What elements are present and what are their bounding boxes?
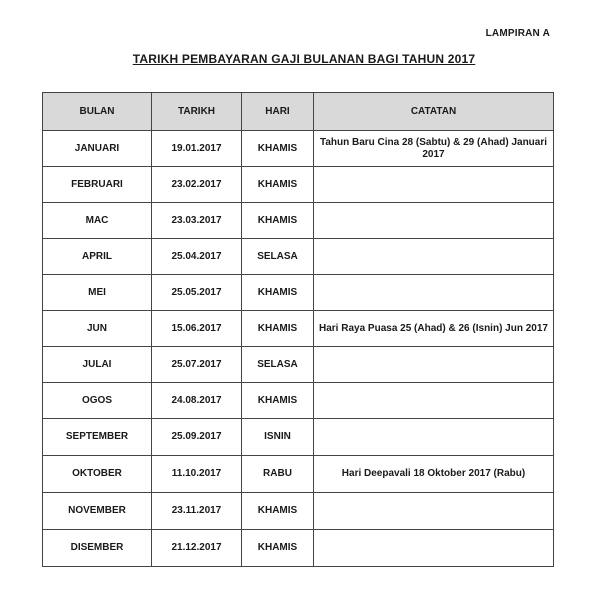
cell-hari: KHAMIS bbox=[242, 493, 314, 530]
cell-hari: KHAMIS bbox=[242, 383, 314, 419]
table-row bbox=[43, 383, 554, 419]
cell-tarikh: 15.06.2017 bbox=[152, 311, 242, 347]
table-row bbox=[43, 530, 554, 567]
cell-tarikh: 19.01.2017 bbox=[152, 131, 242, 167]
table-row bbox=[43, 203, 554, 239]
cell-tarikh: 25.09.2017 bbox=[152, 419, 242, 456]
document-title: TARIKH PEMBAYARAN GAJI BULANAN BAGI TAHUN 2017 bbox=[132, 52, 476, 66]
table-row bbox=[43, 167, 554, 203]
cell-catatan bbox=[314, 530, 554, 567]
cell-hari: KHAMIS bbox=[242, 530, 314, 567]
cell-hari: KHAMIS bbox=[242, 167, 314, 203]
header-bulan: BULAN bbox=[43, 93, 152, 131]
table-row bbox=[43, 311, 554, 347]
table-body bbox=[43, 131, 554, 567]
cell-tarikh: 25.05.2017 bbox=[152, 275, 242, 311]
cell-catatan bbox=[314, 419, 554, 456]
cell-bulan: MEI bbox=[43, 275, 152, 311]
cell-hari: KHAMIS bbox=[242, 275, 314, 311]
cell-catatan: Tahun Baru Cina 28 (Sabtu) & 29 (Ahad) Januari 2017 bbox=[314, 131, 554, 167]
table-row bbox=[43, 456, 554, 493]
cell-catatan: Hari Raya Puasa 25 (Ahad) & 26 (Isnin) Jun 2017 bbox=[314, 311, 554, 347]
cell-catatan bbox=[314, 167, 554, 203]
cell-hari: ISNIN bbox=[242, 419, 314, 456]
cell-hari: RABU bbox=[242, 456, 314, 493]
cell-tarikh: 25.07.2017 bbox=[152, 347, 242, 383]
cell-tarikh: 23.02.2017 bbox=[152, 167, 242, 203]
cell-tarikh: 23.11.2017 bbox=[152, 493, 242, 530]
header-catatan: CATATAN bbox=[314, 93, 554, 131]
cell-catatan bbox=[314, 347, 554, 383]
salary-schedule-table bbox=[42, 92, 554, 567]
cell-bulan: JANUARI bbox=[43, 131, 152, 167]
cell-catatan bbox=[314, 383, 554, 419]
cell-bulan: OGOS bbox=[43, 383, 152, 419]
cell-catatan bbox=[314, 493, 554, 530]
cell-catatan bbox=[314, 275, 554, 311]
table-row bbox=[43, 347, 554, 383]
table-row bbox=[43, 419, 554, 456]
cell-hari: KHAMIS bbox=[242, 311, 314, 347]
header-hari: HARI bbox=[242, 93, 314, 131]
table-row bbox=[43, 239, 554, 275]
cell-tarikh: 11.10.2017 bbox=[152, 456, 242, 493]
appendix-label: LAMPIRAN A bbox=[485, 28, 550, 39]
cell-tarikh: 23.03.2017 bbox=[152, 203, 242, 239]
table-row bbox=[43, 275, 554, 311]
cell-bulan: OKTOBER bbox=[43, 456, 152, 493]
cell-bulan: MAC bbox=[43, 203, 152, 239]
cell-hari: KHAMIS bbox=[242, 131, 314, 167]
cell-bulan: JULAI bbox=[43, 347, 152, 383]
cell-hari: SELASA bbox=[242, 347, 314, 383]
cell-catatan bbox=[314, 239, 554, 275]
cell-bulan: NOVEMBER bbox=[43, 493, 152, 530]
cell-bulan: APRIL bbox=[43, 239, 152, 275]
cell-bulan: DISEMBER bbox=[43, 530, 152, 567]
cell-tarikh: 24.08.2017 bbox=[152, 383, 242, 419]
header-tarikh: TARIKH bbox=[152, 93, 242, 131]
table-row bbox=[43, 131, 554, 167]
cell-tarikh: 21.12.2017 bbox=[152, 530, 242, 567]
cell-bulan: JUN bbox=[43, 311, 152, 347]
cell-hari: KHAMIS bbox=[242, 203, 314, 239]
table-header bbox=[43, 93, 554, 131]
header-row bbox=[43, 93, 554, 131]
cell-tarikh: 25.04.2017 bbox=[152, 239, 242, 275]
cell-catatan bbox=[314, 203, 554, 239]
cell-bulan: SEPTEMBER bbox=[43, 419, 152, 456]
cell-catatan: Hari Deepavali 18 Oktober 2017 (Rabu) bbox=[314, 456, 554, 493]
cell-bulan: FEBRUARI bbox=[43, 167, 152, 203]
table-row bbox=[43, 493, 554, 530]
cell-hari: SELASA bbox=[242, 239, 314, 275]
